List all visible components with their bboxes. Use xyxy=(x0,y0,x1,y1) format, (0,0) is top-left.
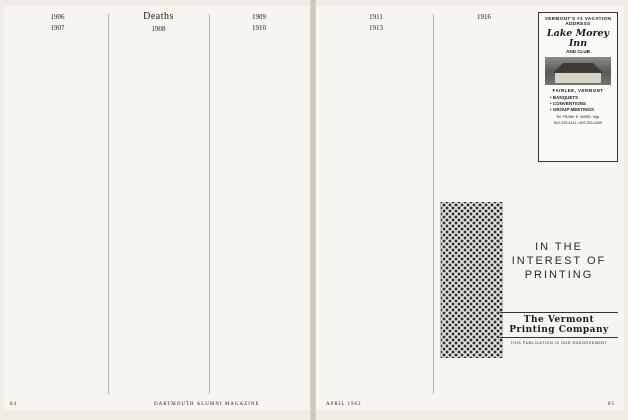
lake-morey-inn-ad[interactable] xyxy=(538,12,618,162)
ad-location: FAIRLEE, VERMONT xyxy=(552,88,604,93)
running-footer: APRIL 1962 xyxy=(326,402,362,407)
class-year-heading: 1908 xyxy=(151,25,166,33)
running-footer: DARTMOUTH ALUMNI MAGAZINE xyxy=(154,402,260,407)
class-year-heading: 1910 xyxy=(252,24,266,32)
column-rule xyxy=(433,14,434,394)
column-rule xyxy=(108,14,109,394)
printing-ad-pattern xyxy=(440,202,503,358)
ad-feature-label: BANQUETS xyxy=(552,95,579,100)
ad-logo-script: Lake Morey Inn xyxy=(546,28,610,49)
vermont-printing-ad[interactable] xyxy=(500,200,618,358)
printing-company-logo: The Vermont Printing Company xyxy=(500,312,618,338)
page-number: 85 xyxy=(608,402,615,407)
ad-feature-item: • BANQUETS xyxy=(550,95,579,100)
ad-club-label: AND CLUB xyxy=(566,49,590,54)
inn-photo xyxy=(545,57,611,85)
ad-contact-name: Tel. FRANK E. WARD, Mgr. xyxy=(556,115,600,119)
class-year-heading: 1906 xyxy=(50,13,65,21)
page-number: 84 xyxy=(10,402,17,407)
ad-feature-label: CONVENTIONS xyxy=(552,101,586,106)
inn-photo-roof xyxy=(553,63,603,73)
ad-headline: VERMONT'S #1 VACATION ADDRESS xyxy=(544,16,612,26)
column-rule xyxy=(209,14,210,394)
right-page xyxy=(316,6,624,410)
printing-ad-line2: INTEREST OF PRINTING xyxy=(511,255,607,281)
left-column-3 xyxy=(212,10,306,394)
class-year-heading: 1907 xyxy=(50,24,65,32)
deaths-heading: Deaths xyxy=(143,11,174,22)
ad-feature-list xyxy=(542,95,614,113)
left-column-2 xyxy=(111,10,206,394)
left-column-1 xyxy=(10,10,105,394)
printing-ad-tagline: THIS PUBLICATION IS OUR ENDORSEMENT xyxy=(510,341,608,345)
left-page xyxy=(4,6,310,410)
ad-feature-item: • GROUP MEETINGS xyxy=(550,107,595,112)
ad-feature-item: • CONVENTIONS xyxy=(550,101,586,106)
printing-ad-line1: IN THE xyxy=(535,241,583,253)
class-year-heading: 1909 xyxy=(252,13,266,21)
class-year-heading: 1916 xyxy=(477,13,491,21)
ad-feature-label: GROUP MEETINGS xyxy=(552,107,595,112)
inn-photo-building xyxy=(555,73,601,83)
right-column-2 xyxy=(436,10,532,180)
class-year-heading: 1913 xyxy=(369,24,383,32)
ad-contact-phones: 802-333-4311 • 802-333-4309 xyxy=(554,121,602,126)
class-year-heading: 1911 xyxy=(369,13,383,21)
right-column-1 xyxy=(322,10,430,394)
